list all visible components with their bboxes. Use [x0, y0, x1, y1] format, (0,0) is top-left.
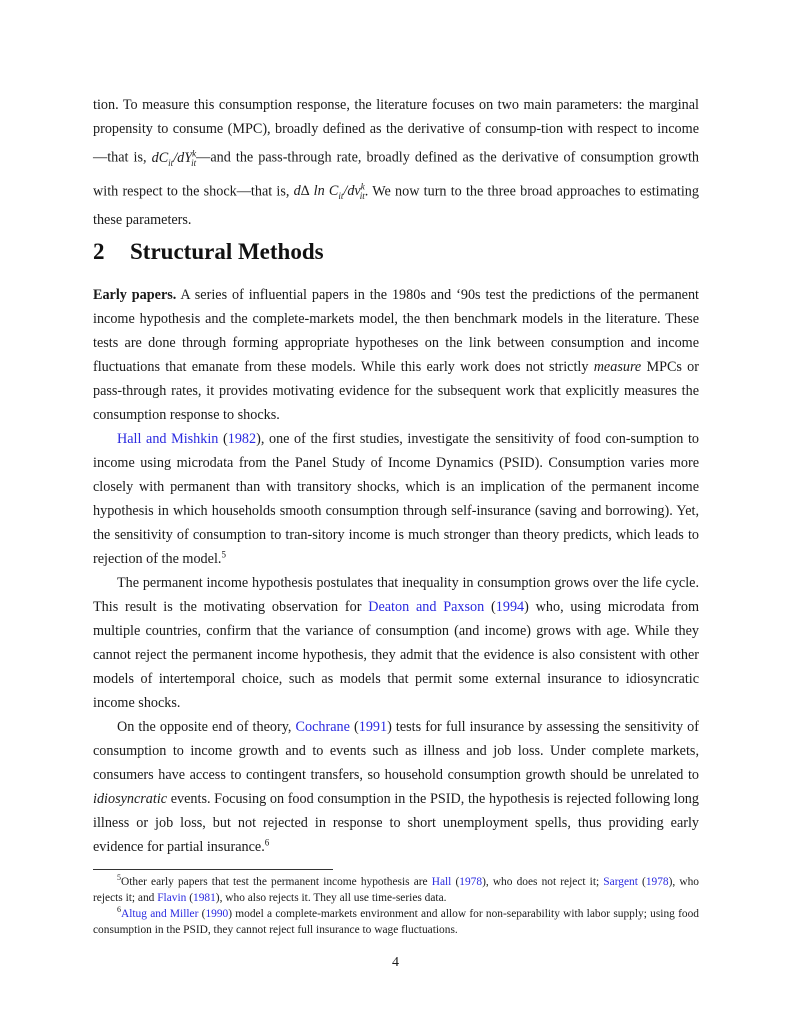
p5-text-c: events. Focusing on food consumption in the PSID, the hypothesis is rejected following long illness or job loss, but not rejected in response to short unemployment spells, thus providing early evidence for partial insurance.	[93, 791, 699, 855]
paragraph-hall-mishkin: Hall and Mishkin (1982), one of the first studies, investigate the sensitivity of food con-sumption to income using microdata from the Panel Study of Income Dynamics (PSID). Consumption varies more closely with permanent than with transitory shocks, which is an implication of the permanent income hypothesis in which households smooth consumption through self-insurance (saving and borrowing). Yet, the sensitivity of consumption to tran-sitory income is much stronger than theory predicts, which leads to rejection of the model.$^5$	[93, 431, 699, 567]
footnote-ref-5[interactable]: 5	[221, 549, 226, 560]
footnote-5-text-b: ), who does not reject it;	[482, 876, 604, 888]
footnote-5-text-c: ), who rejects it; and	[93, 876, 699, 904]
intro-text-a: tion. To measure this consumption response, the literature focuses on two main parameters: the marginal propensity to consume (MPC), broadly defined as the derivative of consump-tion with respect to income—that is,	[93, 97, 699, 166]
footnote-6: $^6$Altug and Miller (1990) model a complete-markets environment and allow for non-separability with labor supply; using food consumption in the PSID, they cannot reject full insurance to wage fluctuations.	[93, 905, 699, 936]
footnote-ref-6[interactable]: 6	[264, 837, 270, 848]
citation-year-flavin[interactable]: 1981	[193, 892, 216, 904]
body-block	[93, 283, 699, 859]
p3-text: ), one of the first studies, investigate the sensitivity of food con-sumption to income using microdata from the Panel Study of Income Dynamics (PSID). Consumption varies more closely with permanent than with transitory shocks, which is an implication of the permanent income hypothesis in which households smooth consumption through self-insurance (saving and borrowing). Yet, the sensitivity of consumption to tran-sitory income is much stronger than theory predicts, which leads to rejection of the model.	[93, 431, 699, 567]
footnote-5-mark: 5	[117, 873, 121, 883]
citation-year-sargent[interactable]: 1978	[645, 876, 669, 888]
intro-paragraph	[93, 93, 699, 232]
p2-text-b: MPCs or pass-through rates, it provides motivating evidence for the subsequent work that explicitly measures the consumption response to shocks.	[93, 359, 699, 423]
footnote-5: $^5$Other early papers that test the permanent income hypothesis are Hall (1978), who does not reject it; Sargent (1978), who rejects it; and Flavin (1981), who also rejects it. They all use time-series data.	[93, 873, 699, 904]
footnote-rule	[93, 869, 333, 870]
footnote-5-text-a: Other early papers that test the permanent income hypothesis are	[121, 876, 432, 888]
p4-text-a: The permanent income hypothesis postulates that inequality in consumption grows over the life cycle. This result is the motivating observation for	[93, 575, 699, 615]
math-sub-it-4: it	[359, 191, 365, 202]
math-dC: dC	[151, 149, 169, 166]
p5-text-a: On the opposite end of theory,	[117, 719, 296, 735]
math-sup-k-2: k	[360, 181, 365, 192]
p2-text-a: A series of influential papers in the 1980s and ‘90s test the predictions of the permanent income hypothesis and the complete-markets model, the then benchmark models in the literature. These tests are done through forming appropriate hypotheses on the link between consumption and income fluctuations that emanate from these models. While this early work does not strictly	[93, 287, 699, 375]
math-sup-k: k	[192, 148, 197, 158]
intro-text-b: —and the pass-through rate, broadly defined as the derivative of consumption growth with respect to the shock—that is,	[93, 149, 699, 200]
citation-year-deaton-paxson[interactable]: 1994	[495, 599, 525, 615]
p5-text-b: ) tests for full insurance by assessing the sensitivity of consumption to income growth and to events such as illness and job loss. Under complete markets, consumers have access to contingent transfers, so household consumption growth should be unrelated to	[93, 719, 700, 783]
citation-link-cochrane[interactable]: Cochrane	[295, 719, 350, 735]
paragraph-early-papers	[93, 283, 699, 427]
p4-text-b: ) who, using microdata from multiple countries, confirm that the variance of consumption (and income) grows with age. While they cannot reject the permanent income hypothesis, they admit that the evidence is also consistent with other models of intertemporal choice, such as models that permit some external insurance to idiosyncratic income shocks.	[93, 599, 699, 711]
math-sub-it: it	[168, 157, 174, 168]
paragraph-cochrane: On the opposite end of theory, Cochrane (1991) tests for full insurance by assessing the sensitivity of consumption to income growth and to events such as illness and job loss. Under complete markets, consumers have access to contingent transfers, so household consumption growth should be unrelated to idiosyncratic events. Focusing on food consumption in the PSID, the hypothesis is rejected following long illness or job loss, but not rejected in response to short unemployment spells, thus providing early evidence for partial insurance.$^6$	[93, 719, 700, 855]
paragraph-deaton-paxson: The permanent income hypothesis postulates that inequality in consumption grows over the life cycle. This result is the motivating observation for Deaton and Paxson (1994) who, using microdata from multiple countries, confirm that the variance of consumption (and income) grows with age. While they cannot reject the permanent income hypothesis, they admit that the evidence is also consistent with other models of intertemporal choice, such as models that permit some external insurance to idiosyncratic income shocks.	[93, 575, 699, 711]
citation-link-hall[interactable]: Hall	[431, 876, 452, 888]
paragraph-lead: Early papers.	[93, 287, 177, 303]
intro-paragraph-block	[93, 93, 699, 232]
intro-text-c: . We now turn to the three broad approaches to estimating these parameters.	[93, 183, 699, 229]
citation-link-flavin[interactable]: Flavin	[157, 892, 187, 904]
citation-link-deaton-paxson[interactable]: Deaton and Paxson	[368, 599, 485, 615]
math-dv: /dv	[343, 183, 361, 200]
footnote-5-text-d: ), who also rejects it. They all use time-series data.	[215, 892, 447, 904]
citation-link-sargent[interactable]: Sargent	[603, 876, 638, 888]
math-dY: /dY	[173, 149, 193, 166]
citation-year-cochrane[interactable]: 1991	[358, 719, 388, 735]
math-dlnC: d∆ ln C	[293, 183, 339, 200]
section-number: 2	[93, 239, 105, 264]
citation-year-hall[interactable]: 1978	[459, 876, 483, 888]
section-heading	[93, 238, 324, 266]
citation-link-altug-miller[interactable]: Altug and Miller	[121, 908, 199, 920]
math-dC-dY	[152, 150, 197, 166]
citation-year-altug-miller[interactable]: 1990	[205, 908, 229, 920]
citation-year-hall-mishkin[interactable]: 1982	[227, 431, 257, 447]
citation-link-hall-mishkin[interactable]: Hall and Mishkin	[117, 431, 219, 447]
math-sub-it-3: it	[338, 191, 344, 202]
page-number: 4	[392, 955, 399, 970]
footnote-6-mark: 6	[117, 905, 121, 915]
math-dlnC-dv	[293, 181, 365, 202]
math-sub-it-2: it	[191, 157, 197, 168]
footnote-6-text: ) model a complete-markets environment and allow for non-separability with labor supply; using food consumption in the PSID, they cannot reject full insurance to wage fluctuations.	[93, 908, 699, 936]
p5-emphasis: idiosyncratic	[93, 791, 168, 807]
section-title: Structural Methods	[130, 239, 324, 264]
footnotes-block	[93, 874, 699, 938]
p2-emphasis: measure	[593, 359, 642, 375]
